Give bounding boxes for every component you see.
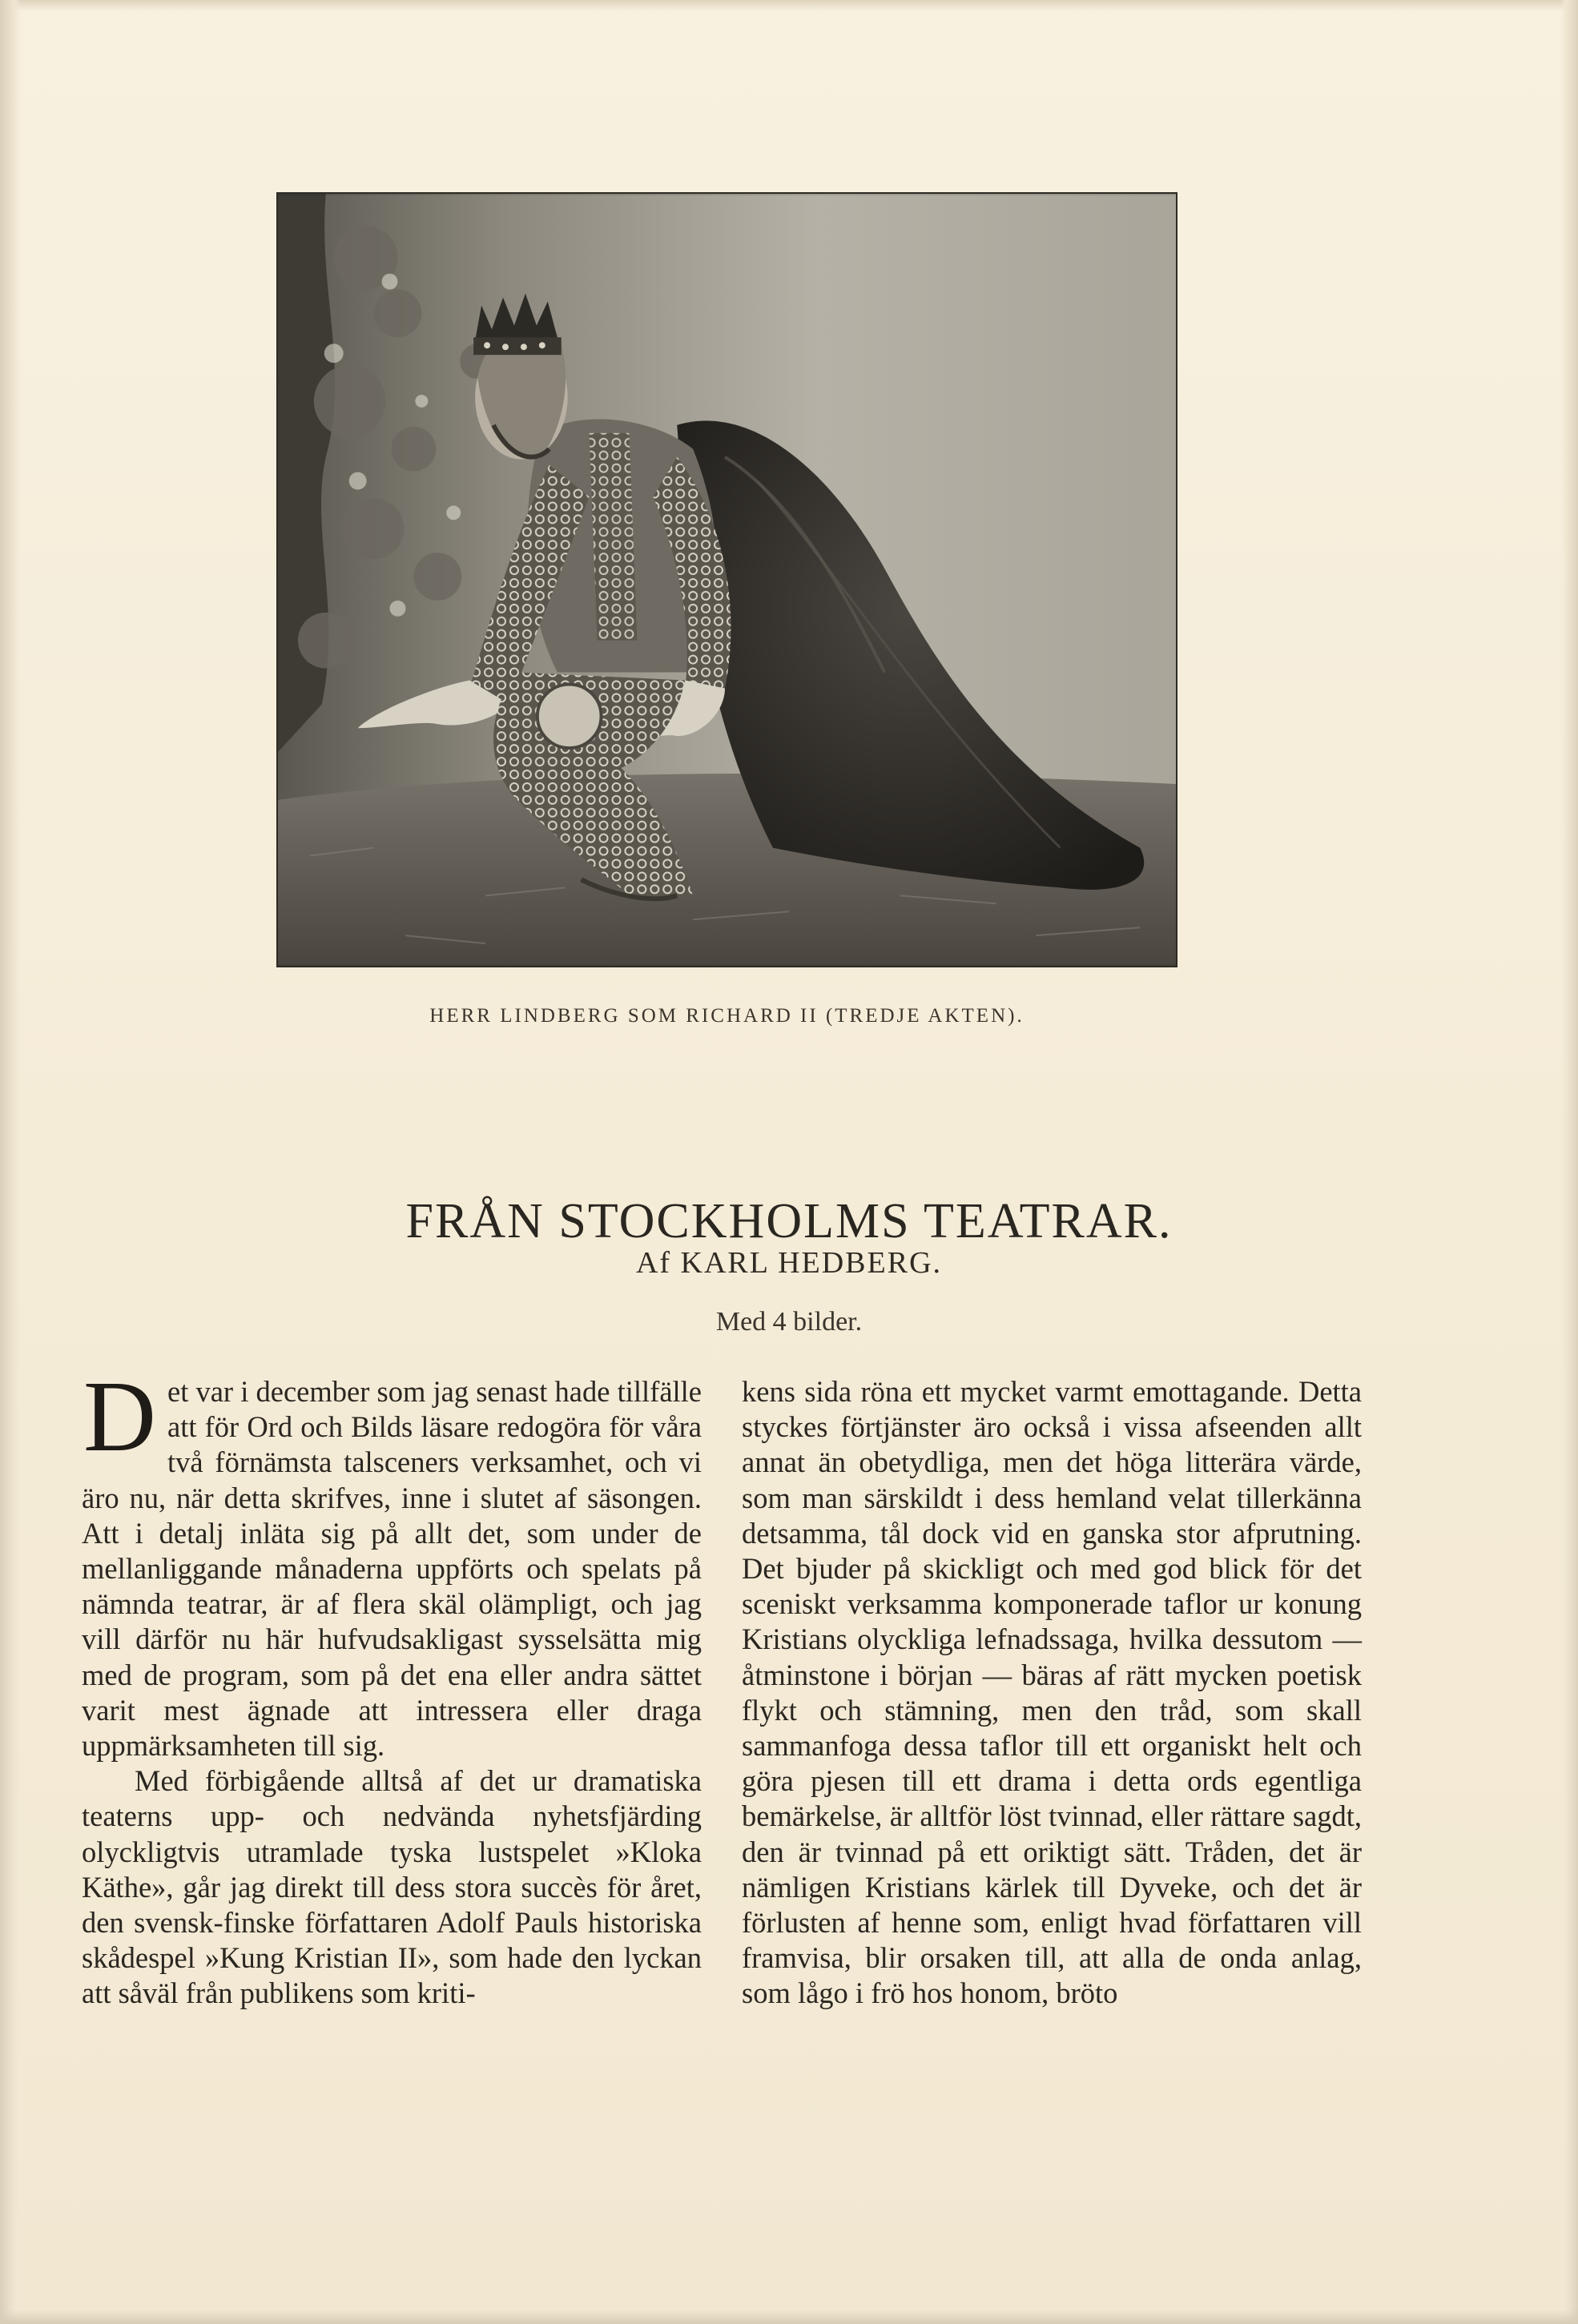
text-column-left: [82, 1361, 702, 2012]
figure-caption: HERR LINDBERG SOM RICHARD II (TREDJE AKTEN).: [429, 1005, 1024, 1027]
drop-cap: D: [83, 1361, 156, 1473]
halftone-photograph: [276, 192, 1177, 967]
article-byline: Af KARL HEDBERG.: [635, 1246, 943, 1280]
text-column-right: [742, 1374, 1362, 2012]
paragraph: [82, 1361, 702, 1763]
paragraph-text: et var i december som jag senast hade tillfälle att för Ord och Bilds läsare redogöra för våra två förnämsta talsceners verksamhet, och vi äro nu, när detta skrifves, inne i slutet af säsongen. Att i detalj inläta sig på allt det, som under de mellanliggande månaderna uppförts och spelats på nämnda teatrar, är af flera skäl olämpligt, och jag vill därför nu här hufvudsakligast sysselsätta mig med de program, som på det ena eller andra sättet varit mest ägnade att intressera eller draga uppmärksamheten till sig.: [82, 1375, 702, 1763]
scan-edge-left: [0, 0, 21, 2324]
article-title: FRÅN STOCKHOLMS TEATRAR.: [405, 1193, 1173, 1248]
article-subnote: Med 4 bilder.: [715, 1307, 863, 1337]
scan-edge-right: [1560, 0, 1578, 2324]
paragraph: Med förbigående alltså af det ur dramatiska teaterns upp- och nedvända nyhetsfjärding olyckligtvis utramlade tyska lustspelet »Kloka Käthe», går jag direkt till dess stora succès för året, den svensk-finske författaren Adolf Pauls historiska skådespel »Kung Kristian II», som hade den lyckan att såväl från publikens som kriti-: [82, 1764, 702, 2010]
paragraph: kens sida röna ett mycket varmt emottagande. Detta styckes förtjänster äro också i vissa afseenden allt annat än obetydliga, men det höga litterära värde, som man särskildt i dess hemland velat tillerkänna detsamma, tål dock vid en ganska stor afprutning. Det bjuder på skickligt och med god blick för det sceniskt verksamma komponerade taflor ur konung Kristians olyckliga lefnadssaga, hvilka dessutom — åtminstone i början — bäras af rätt mycken poetisk flykt och stämning, men den tråd, som skall sammanfoga dessa taflor till ett organiskt helt och göra pjesen till ett drama i detta ords egentliga bemärkelse, är alltför löst tvinnad, eller rättare sagdt, den är tvinnad på ett oriktigt sätt. Tråden, det är nämligen Kristians kärlek till Dyveke, och det är förlusten af henne som, enligt hvad författaren vill framvisa, blir orsaken till, att alla de onda anlag, som lågo i frö hos honom, bröto: [742, 1375, 1362, 2010]
photograph-illustration: [278, 194, 1176, 966]
scan-edge-top: [0, 0, 1578, 11]
scan-edge-bottom: [0, 2310, 1578, 2324]
